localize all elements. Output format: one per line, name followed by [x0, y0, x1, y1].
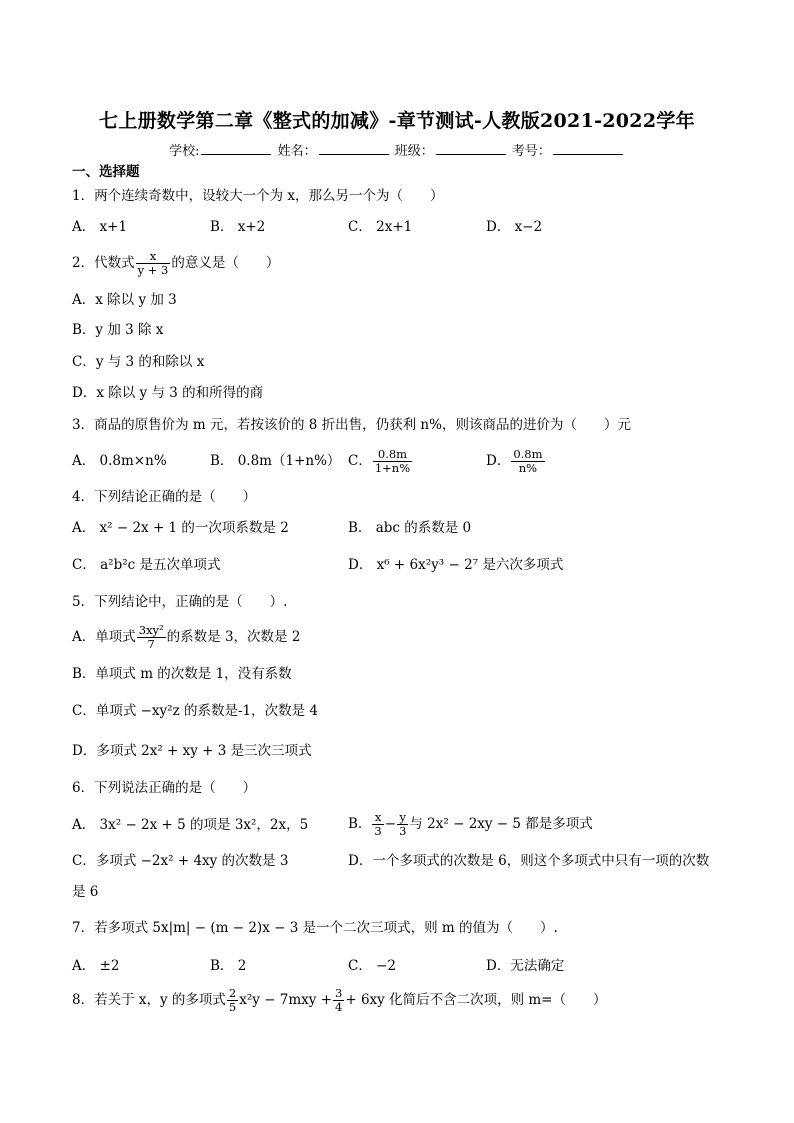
- q1-option-d[interactable]: D． x−2: [486, 219, 543, 235]
- q2-stem: [72, 248, 732, 278]
- school-blank[interactable]: [201, 142, 271, 155]
- q3-c-num: 0.8m: [373, 448, 412, 462]
- number-label: 考号：: [511, 144, 551, 159]
- q2-num: x: [136, 250, 171, 264]
- q6-stem: 6．下列说法正确的是（ ）: [72, 780, 257, 796]
- q6-option-d[interactable]: D．一个多项式的次数是 6，则这个多项式中只有一项的次数: [348, 853, 710, 869]
- school-label: 学校:: [169, 144, 200, 159]
- q8-fraction-1: [227, 987, 238, 1014]
- q3-c-label: C．: [348, 453, 372, 469]
- q8-fraction-2: [333, 987, 344, 1014]
- q6-option-c[interactable]: C．多项式 −2x² + 4xy 的次数是 3: [72, 853, 289, 869]
- q4-option-b[interactable]: B． abc 的系数是 0: [348, 520, 472, 536]
- q3-option-c[interactable]: [348, 441, 413, 481]
- q6-b-fraction-2: [397, 811, 408, 838]
- q3-d-den: n%: [518, 461, 538, 475]
- number-blank[interactable]: [553, 142, 623, 155]
- q6-b-num2: y: [397, 811, 408, 825]
- class-label: 班级：: [394, 144, 434, 159]
- q3-d-num: 0.8m: [513, 447, 543, 461]
- q2-den: y + 3: [137, 263, 169, 277]
- q6-option-b[interactable]: [348, 805, 593, 843]
- name-blank[interactable]: [319, 142, 389, 155]
- q5-a-den: 7: [147, 637, 155, 651]
- q6-b-mid: −: [384, 816, 397, 832]
- q3-c-fraction: [373, 448, 412, 475]
- q8-d1: 5: [228, 1000, 237, 1014]
- q6-b-post: 与 2x² − 2xy − 5 都是多项式: [409, 816, 593, 832]
- q2-stem-pre: 2．代数式: [72, 255, 135, 271]
- name-label: 姓名：: [277, 144, 317, 159]
- q4-stem: 4．下列结论正确的是（ ）: [72, 489, 257, 505]
- q6-b-fraction-1: [372, 811, 383, 838]
- q2-option-b[interactable]: B．y 加 3 除 x: [72, 322, 164, 338]
- q8-d2: 4: [335, 1000, 343, 1014]
- q8-stem-post: + 6xy 化简后不含二次项，则 m=（ ）: [345, 992, 607, 1008]
- q6-b-den2: 3: [399, 824, 407, 838]
- q5-a-num: 3xy²: [138, 623, 164, 637]
- q7-option-a[interactable]: A． ±2: [72, 958, 120, 974]
- q5-option-d[interactable]: D．多项式 2x² + xy + 3 是三次三项式: [72, 743, 312, 759]
- q1-option-b[interactable]: B． x+2: [210, 219, 266, 235]
- q4-option-c[interactable]: C． a²b²c 是五次单项式: [72, 557, 221, 573]
- q1-option-a[interactable]: A． x+1: [72, 219, 128, 235]
- q5-stem: 5．下列结论中，正确的是（ ）.: [72, 594, 288, 610]
- q7-stem: 7．若多项式 5x|m| − (m − 2)x − 3 是一个二次三项式，则 m 的值为（ ）.: [72, 920, 558, 936]
- class-blank[interactable]: [436, 142, 506, 155]
- q3-stem: 3．商品的原售价为 m 元，若按该价的 8 折出售，仍获利 n%，则该商品的进价为（ ）元: [72, 417, 631, 433]
- q8-n2: 3: [335, 986, 343, 1000]
- section-heading: 一、选择题: [72, 164, 140, 180]
- q1-stem: 1．两个连续奇数中，设较大一个为 x，那么另一个为（ ）: [72, 188, 444, 204]
- q7-option-d[interactable]: D．无法确定: [486, 958, 565, 974]
- q5-option-b[interactable]: B．单项式 m 的次数是 1，没有系数: [72, 666, 292, 682]
- q7-option-b[interactable]: B． 2: [210, 958, 247, 974]
- q7-option-c[interactable]: C． −2: [348, 958, 397, 974]
- q2-fraction: [136, 250, 171, 277]
- page-title: 七上册数学第二章《整式的加减》-章节测试-人教版2021-2022学年: [99, 110, 695, 132]
- q2-option-c[interactable]: C．y 与 3 的和除以 x: [72, 354, 205, 370]
- q5-option-a[interactable]: [72, 620, 732, 654]
- q3-d-label: D．: [486, 453, 511, 469]
- q3-d-fraction: [511, 448, 544, 475]
- q6-b-pre: B．: [348, 816, 372, 832]
- q6-option-a[interactable]: A． 3x² − 2x + 5 的项是 3x²，2x，5: [72, 817, 309, 833]
- q2-option-a[interactable]: A．x 除以 y 加 3: [72, 292, 177, 308]
- q3-c-den: 1+n%: [374, 461, 411, 475]
- q4-option-a[interactable]: A． x² − 2x + 1 的一次项系数是 2: [72, 520, 289, 536]
- q8-stem: [72, 982, 732, 1018]
- q5-option-c[interactable]: C．单项式 −xy²z 的系数是-1，次数是 4: [72, 703, 319, 719]
- q8-stem-pre: 8．若关于 x，y 的多项式: [72, 992, 226, 1008]
- q1-option-c[interactable]: C． 2x+1: [348, 219, 413, 235]
- q8-mid: x²y − 7mxy +: [239, 992, 333, 1008]
- q3-option-b[interactable]: B． 0.8m（1+n%）: [210, 453, 341, 469]
- q8-n1: 2: [228, 986, 237, 1000]
- q6-b-num1: x: [372, 811, 383, 825]
- q6-option-d-cont: 是 6: [72, 884, 99, 900]
- q5-a-fraction: [137, 624, 166, 651]
- q4-option-d[interactable]: D． x⁶ + 6x²y³ − 2⁷ 是六次多项式: [348, 557, 564, 573]
- q5-a-pre: A．单项式: [72, 629, 136, 645]
- q6-b-den1: 3: [374, 824, 382, 838]
- q5-a-post: 的系数是 3，次数是 2: [166, 629, 301, 645]
- student-info-line: [0, 140, 794, 159]
- q3-option-a[interactable]: A． 0.8m×n%: [72, 453, 167, 469]
- q2-option-d[interactable]: D．x 除以 y 与 3 的和所得的商: [72, 385, 264, 401]
- q3-option-d[interactable]: [486, 441, 546, 481]
- q2-stem-post: 的意义是（ ）: [171, 255, 280, 271]
